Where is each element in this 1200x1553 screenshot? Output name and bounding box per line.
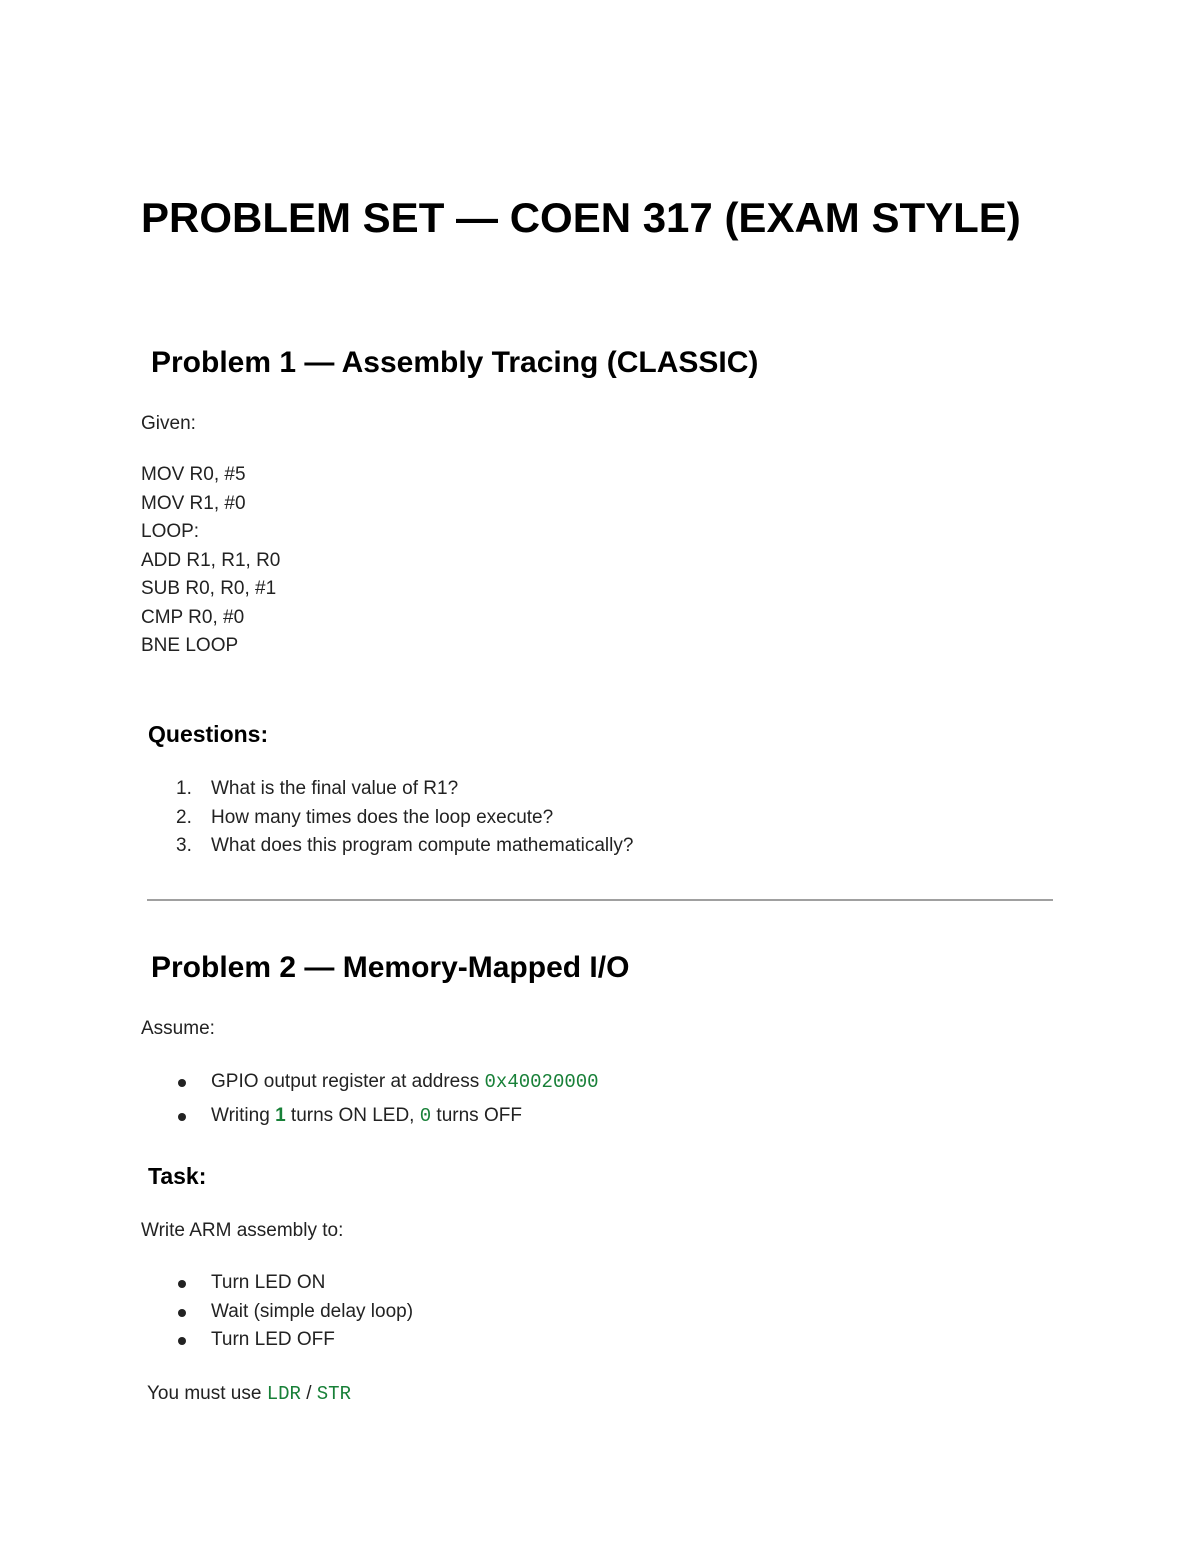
task-item-text: Turn LED OFF bbox=[211, 1329, 335, 1350]
must-use-text: You must use bbox=[147, 1383, 267, 1404]
assumptions-list bbox=[141, 1068, 599, 1130]
problem-2-heading: Problem 2 — Memory-Mapped I/O bbox=[151, 951, 630, 984]
assume-label: Assume: bbox=[141, 1018, 215, 1039]
task-item bbox=[141, 1298, 413, 1327]
question-text: What does this program compute mathematically? bbox=[211, 835, 634, 856]
questions-heading: Questions: bbox=[148, 721, 269, 747]
bullet-icon bbox=[178, 1113, 186, 1121]
task-item bbox=[141, 1326, 413, 1355]
bullet-icon bbox=[178, 1337, 186, 1345]
questions-list bbox=[141, 775, 633, 861]
given-label: Given: bbox=[141, 413, 196, 434]
gpio-text: GPIO output register at address bbox=[211, 1071, 485, 1092]
assembly-code-block bbox=[141, 461, 280, 661]
must-use-line bbox=[147, 1380, 351, 1408]
one-value-code: 1 bbox=[275, 1104, 286, 1126]
bullet-icon bbox=[178, 1280, 186, 1288]
document-title: PROBLEM SET — COEN 317 (EXAM STYLE) bbox=[141, 194, 1021, 241]
question-item bbox=[141, 775, 633, 804]
bullet-icon bbox=[178, 1079, 186, 1087]
ldr-code: LDR bbox=[266, 1383, 301, 1405]
assumption-item-gpio bbox=[141, 1068, 599, 1097]
gpio-address-code: 0x40020000 bbox=[484, 1071, 599, 1093]
code-line: LOOP: bbox=[141, 521, 200, 542]
question-text: How many times does the loop execute? bbox=[211, 806, 554, 828]
question-item bbox=[141, 832, 633, 861]
task-item-text: Turn LED ON bbox=[211, 1272, 326, 1293]
question-number: 1. bbox=[176, 778, 192, 799]
turns-off-text: turns OFF bbox=[431, 1104, 522, 1126]
task-heading: Task: bbox=[148, 1163, 207, 1189]
code-line: SUB R0, R0, #1 bbox=[141, 578, 277, 599]
code-line: CMP R0, #0 bbox=[141, 606, 245, 628]
code-line: ADD R1, R1, R0 bbox=[141, 549, 281, 571]
problem-1-heading: Problem 1 — Assembly Tracing (CLASSIC) bbox=[151, 346, 759, 379]
code-line: MOV R1, #0 bbox=[141, 492, 246, 514]
task-intro: Write ARM assembly to: bbox=[141, 1220, 344, 1241]
question-number: 2. bbox=[176, 806, 192, 828]
question-item bbox=[141, 804, 633, 833]
str-code: STR bbox=[316, 1383, 351, 1405]
code-line: MOV R0, #5 bbox=[141, 464, 246, 485]
assumption-item-writing bbox=[141, 1102, 599, 1131]
zero-value-code: 0 bbox=[419, 1104, 432, 1127]
slash-text: / bbox=[300, 1383, 317, 1404]
question-number: 3. bbox=[176, 835, 192, 856]
turns-on-text: turns ON LED, bbox=[285, 1104, 420, 1126]
task-item bbox=[141, 1269, 413, 1298]
section-divider bbox=[147, 899, 1053, 901]
task-item-text: Wait (simple delay loop) bbox=[211, 1300, 414, 1322]
bullet-icon bbox=[178, 1309, 186, 1317]
writing-text: Writing bbox=[211, 1104, 276, 1126]
question-text: What is the final value of R1? bbox=[211, 778, 459, 799]
code-line: BNE LOOP bbox=[141, 635, 239, 656]
task-list bbox=[141, 1269, 413, 1355]
